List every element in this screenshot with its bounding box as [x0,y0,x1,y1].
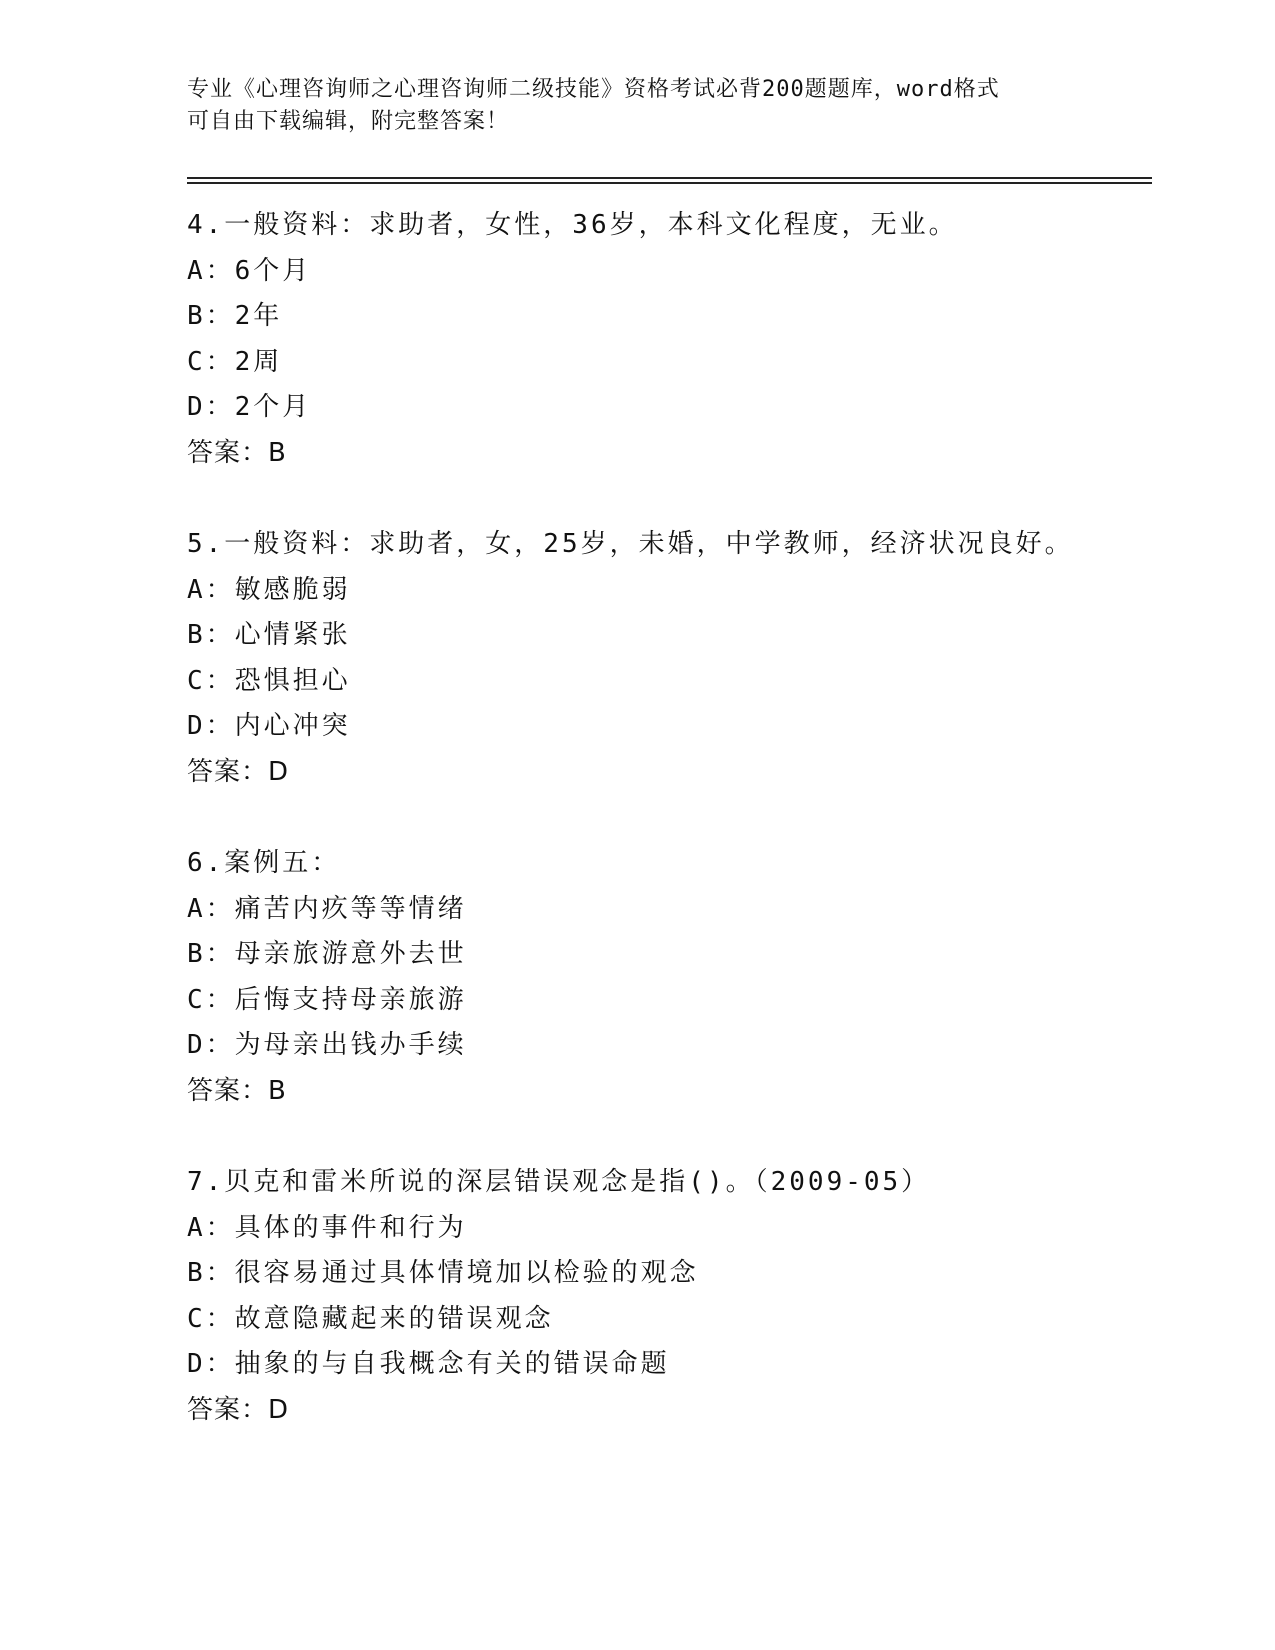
option-c: C：故意隐藏起来的错误观念 [187,1303,554,1334]
option-a: A：痛苦内疚等等情绪 [187,893,467,924]
option-a: A：具体的事件和行为 [187,1212,467,1243]
question-stem: 7.贝克和雷米所说的深层错误观念是指()。（2009-05） [187,1167,931,1197]
option-d: D：2个月 [187,392,312,422]
document-header [187,74,1087,138]
option-a: A：6个月 [187,255,312,286]
answer-label: 答案：B [187,1075,287,1106]
question-5 [187,522,1152,795]
option-c: C：2周 [187,346,283,377]
option-b: B：2年 [187,301,283,331]
option-d: D：内心冲突 [187,711,351,741]
question-6 [187,841,1152,1114]
question-stem: 5.一般资料：求助者，女，25岁，未婚，中学教师，经济状况良好。 [187,529,1074,559]
option-b: B：母亲旅游意外去世 [187,939,467,969]
question-7 [187,1160,1152,1433]
option-c: C：恐惧担心 [187,665,351,696]
option-d: D：为母亲出钱办手续 [187,1030,467,1060]
question-stem: 6.案例五： [187,848,341,878]
option-d: D：抽象的与自我概念有关的错误命题 [187,1349,670,1379]
option-b: B：很容易通过具体情境加以检验的观念 [187,1258,699,1288]
header-line-2: 可自由下载编辑，附完整答案！ [187,109,510,134]
question-list [187,203,1152,1479]
answer-label: 答案：B [187,437,287,468]
answer-label: 答案：D [187,1394,290,1425]
option-b: B：心情紧张 [187,620,351,650]
header-divider-top [187,177,1152,179]
option-a: A：敏感脆弱 [187,574,351,605]
option-c: C：后悔支持母亲旅游 [187,984,467,1015]
header-line-1: 专业《心理咨询师之心理咨询师二级技能》资格考试必背200题题库，word格式 [187,77,1000,102]
answer-label: 答案：D [187,756,290,787]
header-divider-bottom [187,182,1152,184]
question-4 [187,203,1152,476]
question-stem: 4.一般资料：求助者，女性，36岁，本科文化程度，无业。 [187,210,958,240]
